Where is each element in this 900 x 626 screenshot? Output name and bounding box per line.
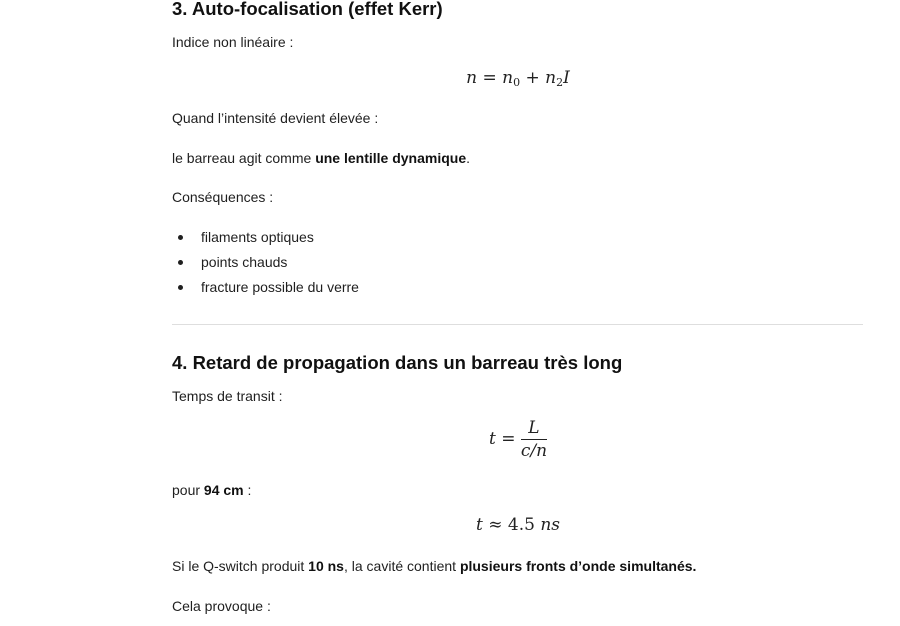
formula-equals: = (482, 68, 497, 88)
transit-formula (172, 419, 864, 460)
section-divider (172, 324, 863, 325)
high-intensity-text: Quand l’intensité devient élevée : (172, 110, 379, 126)
qswitch-duration: 10 ns (308, 558, 344, 574)
fraction-denominator: c/n (520, 441, 548, 461)
wavefronts-emphasis: plusieurs fronts d’onde simultanés. (459, 558, 697, 574)
list-item: filaments optiques (172, 228, 572, 253)
kerr-formula (172, 68, 864, 89)
nonlinear-index-label: Indice non linéaire : (172, 34, 294, 50)
result-approx: ≈ (488, 515, 503, 535)
dynamic-lens-emphasis: une lentille dynamique (315, 150, 467, 166)
list-item: points chauds (172, 253, 572, 278)
transit-time-label: Temps de transit : (172, 388, 283, 404)
list-item: fracture possible du verre (172, 278, 572, 303)
length-text: pour 94 cm : (172, 482, 252, 498)
length-value: 94 cm (203, 482, 244, 498)
fraction-numerator: L (521, 419, 547, 440)
result-t: t (475, 515, 483, 535)
causes-label: Cela provoque : (172, 598, 271, 614)
formula-plus: + (525, 68, 540, 88)
dynamic-lens-text: le barreau agit comme une lentille dynamique. (172, 150, 470, 166)
formula-t: t (488, 429, 496, 449)
formula-fraction (521, 419, 547, 460)
section-3-title: 3. Auto-focalisation (effet Kerr) (172, 0, 443, 19)
qswitch-text: Si le Q-switch produit 10 ns, la cavité contient plusieurs fronts d’onde simultanés. (172, 558, 697, 574)
consequences-list (172, 228, 572, 303)
formula-equals: = (501, 429, 516, 449)
result-value: 4.5 (507, 515, 535, 535)
formula-n0: $n_0$ (502, 68, 521, 89)
section-4-title: 4. Retard de propagation dans un barreau très long (172, 352, 623, 373)
formula-n2-intensity: $n_2I$ (545, 68, 570, 89)
formula-n: n (466, 68, 478, 88)
result-unit: ns (540, 515, 561, 535)
transit-result (172, 515, 864, 535)
consequences-label: Conséquences : (172, 189, 274, 205)
